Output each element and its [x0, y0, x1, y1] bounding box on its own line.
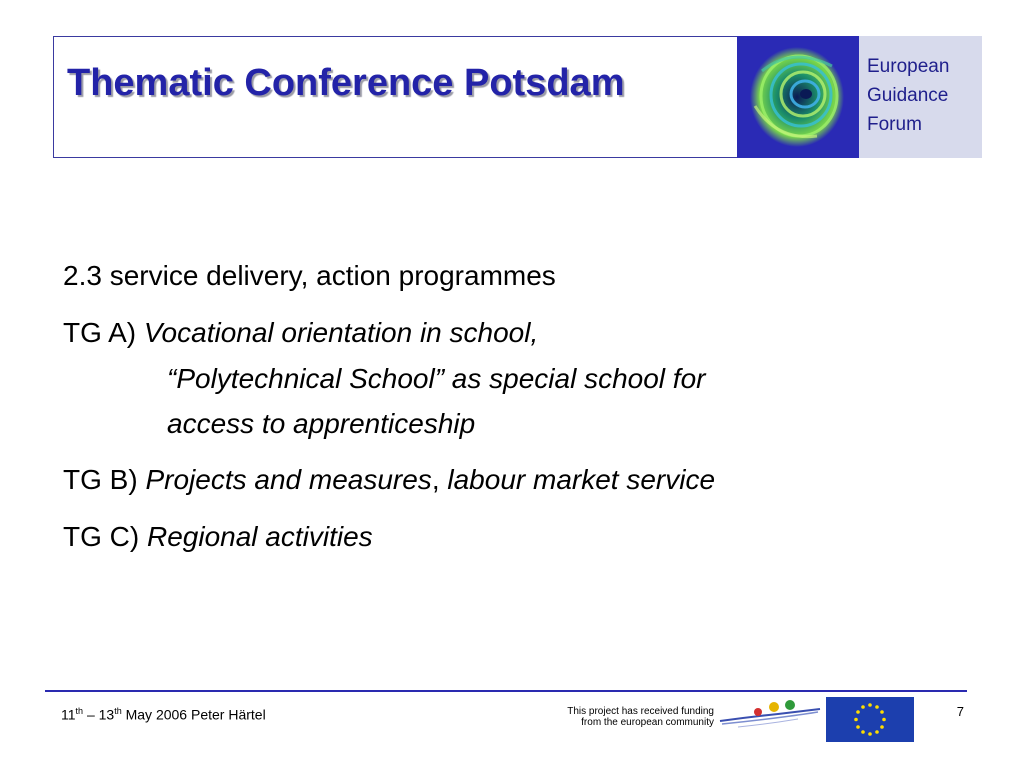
logo-line-3: Forum — [867, 114, 922, 135]
footer-sup-1: th — [75, 706, 84, 716]
european-guidance-forum-logo — [737, 36, 982, 158]
footer-sup-2: th — [114, 706, 122, 716]
slide-title: Thematic Conference Potsdam — [67, 62, 625, 104]
tg-a-text-line-1: Vocational orientation in school, — [143, 317, 539, 348]
tg-c-item — [63, 514, 963, 560]
logo-wordmark — [867, 52, 949, 139]
footer-rule — [45, 690, 967, 692]
tg-b-text-2: labour market service — [447, 464, 716, 495]
logo-line-1: European — [867, 56, 950, 77]
programme-swoosh-logo-icon — [718, 697, 822, 733]
funding-line-1: This project has received funding — [567, 706, 714, 717]
tg-b-item — [63, 457, 963, 503]
slide-body — [63, 253, 963, 560]
footer-day-1: 11 — [61, 706, 76, 723]
page-number: 7 — [956, 704, 964, 719]
section-heading: 2.3 service delivery, action programmes — [63, 260, 556, 291]
eu-flag-icon — [826, 697, 914, 742]
logo-swirl-panel — [737, 36, 859, 158]
tg-c-label: TG C) — [63, 521, 140, 552]
tg-a-item — [63, 310, 963, 356]
tg-a-label: TG A) — [63, 317, 137, 348]
tg-b-text-1: Projects and measures — [145, 464, 432, 495]
footer-dash: – 13 — [83, 706, 115, 723]
tg-a-text-line-2: “Polytechnical School” as special school for — [167, 363, 706, 394]
funding-line-2: from the european community — [581, 717, 714, 728]
footer-date-rest: May 2006 Peter Härtel — [121, 706, 266, 723]
tg-c-text: Regional activities — [147, 521, 373, 552]
tg-a-text-line-3: access to apprenticeship — [167, 408, 476, 439]
footer-date-author — [61, 706, 266, 723]
logo-text-panel — [859, 36, 982, 158]
tg-b-label: TG B) — [63, 464, 138, 495]
tg-b-comma: , — [431, 464, 440, 495]
swirl-globe-icon — [737, 36, 859, 158]
logo-line-2: Guidance — [867, 85, 949, 106]
funding-note — [500, 706, 714, 728]
